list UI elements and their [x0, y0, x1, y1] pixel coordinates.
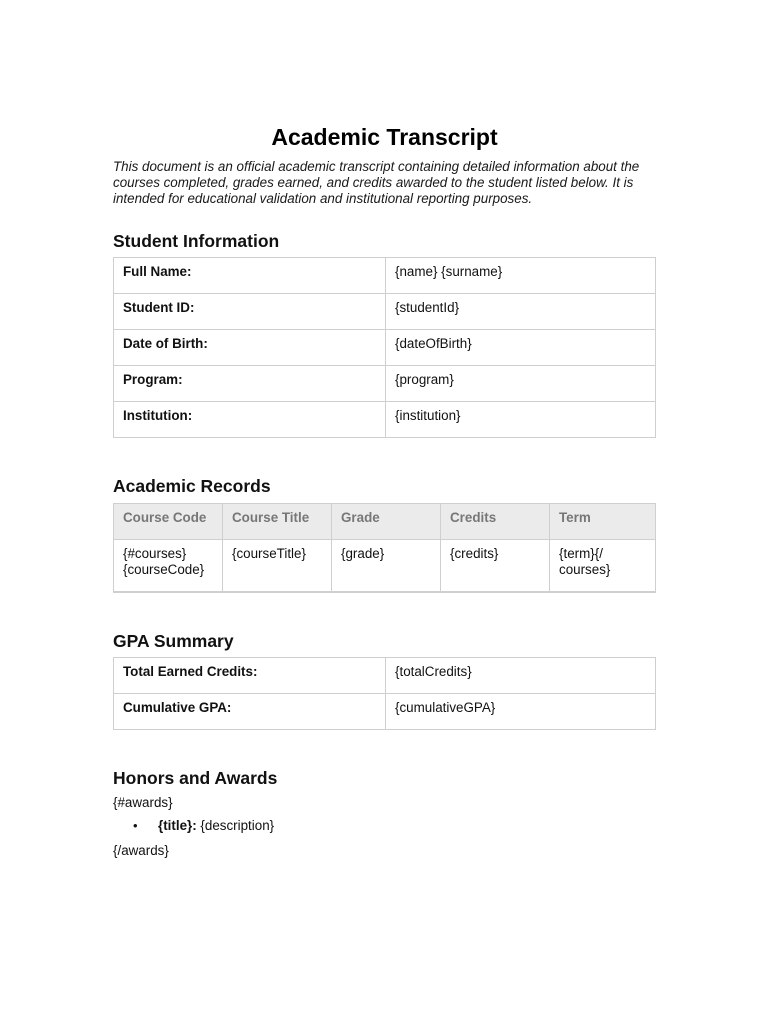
grade-cell: {grade}: [332, 540, 441, 593]
award-title: {title}:: [158, 818, 197, 833]
full-name-value: {name} {surname}: [386, 258, 656, 294]
column-header-credits: Credits: [441, 504, 550, 540]
table-row: [114, 294, 656, 330]
program-label: Program:: [114, 366, 386, 402]
date-of-birth-value: {dateOfBirth}: [386, 330, 656, 366]
course-code-cell: {#courses} {courseCode}: [114, 540, 223, 593]
table-row: [114, 694, 656, 730]
gpa-summary-table: [113, 657, 656, 730]
academic-records-heading: Academic Records: [113, 476, 271, 496]
student-info-table: [113, 257, 656, 438]
table-row: [114, 366, 656, 402]
full-name-label: Full Name:: [114, 258, 386, 294]
table-row: [114, 658, 656, 694]
table-row: [114, 402, 656, 438]
student-info-heading: Student Information: [113, 231, 280, 251]
column-header-grade: Grade: [332, 504, 441, 540]
total-credits-label: Total Earned Credits:: [114, 658, 386, 694]
column-header-term: Term: [550, 504, 656, 540]
total-credits-value: {totalCredits}: [386, 658, 656, 694]
awards-open-tag: {#awards}: [113, 795, 173, 810]
date-of-birth-label: Date of Birth:: [114, 330, 386, 366]
table-row: [114, 258, 656, 294]
credits-cell: {credits}: [441, 540, 550, 593]
award-description: {description}: [196, 818, 275, 833]
table-header-row: [114, 504, 656, 540]
academic-records-table: [113, 503, 656, 593]
gpa-summary-heading: GPA Summary: [113, 631, 234, 651]
student-id-label: Student ID:: [114, 294, 386, 330]
column-header-course-code: Course Code: [114, 504, 223, 540]
honors-heading: Honors and Awards: [113, 768, 278, 788]
institution-value: {institution}: [386, 402, 656, 438]
award-list-item: [133, 818, 274, 833]
term-cell: {term}{/ courses}: [550, 540, 656, 593]
bullet-icon: •: [133, 818, 138, 833]
program-value: {program}: [386, 366, 656, 402]
student-id-value: {studentId}: [386, 294, 656, 330]
course-title-cell: {courseTitle}: [223, 540, 332, 593]
table-row: [114, 330, 656, 366]
intro-paragraph: This document is an official academic transcript containing detailed information about the courses completed, grades earned, and credits awarded to the student listed below. It is intended for educational validation and institutional reporting purposes.: [113, 159, 640, 206]
cumulative-gpa-value: {cumulativeGPA}: [386, 694, 656, 730]
cumulative-gpa-label: Cumulative GPA:: [114, 694, 386, 730]
awards-close-tag: {/awards}: [113, 843, 169, 858]
table-row: [114, 540, 656, 593]
institution-label: Institution:: [114, 402, 386, 438]
column-header-course-title: Course Title: [223, 504, 332, 540]
document-title: Academic Transcript: [271, 124, 498, 150]
